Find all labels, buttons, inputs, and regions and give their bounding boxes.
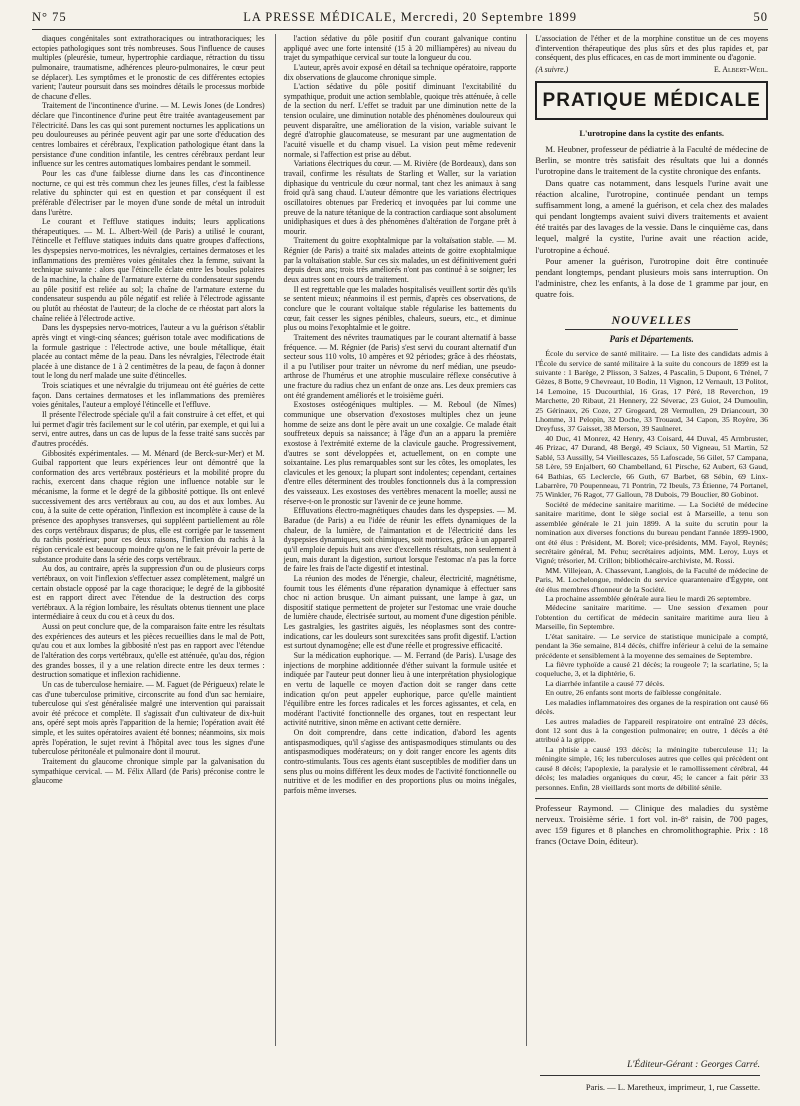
pratique-paragraph: Dans quatre cas notamment, dans lesquels l'urine avait une réaction alcaline, l'urotropine, continuée pendant un temps suffisamment long, a amené la guérison, et cela chez des malades qui pendant longtemps avaient suivi divers traitements et avaient été traités par des lavages de la vessie. Dans le cinquième cas, dans lequel, malgré la cystite, l'urine avait une réaction acide, l'urotropine a échoué.: [535, 177, 769, 255]
signature: [535, 65, 768, 75]
news-paragraph: Les maladies inflammatoires des organes de la respiration ont causé 66 décès.: [535, 697, 769, 717]
news-paragraph: Société de médecine sanitaire maritime. — La Société de médecine sanitaire maritime, dont le siège social est à Marseille, a tenu son assemblée générale le 21 juin 1899. A la suite du scrutin pour la nomination aux diverses fonctions du bureau pendant l'année 1899-1900, ont été élus : Président, M. Borel; vice-présidents, MM. Fayol, Reynès; secrétaire général, M. Pehu; secrétaires adjoints, MM. Leroy, Luys et Vigné; trésorier, M. Crillon; bibliothécaire-archiviste, M. Rossi.: [535, 499, 769, 566]
news-paragraph: Médecine sanitaire maritime. — Une session d'examen pour l'obtention du certificat de médecin sanitaire maritime aura lieu à Marseille, fin Septembre.: [535, 603, 769, 632]
signature-continue: (A suivre.): [535, 64, 569, 74]
paragraph: Il est regrettable que les malades hospitalisés veuillent sortir dès qu'ils se sentent mieux; néanmoins il est permis, d'après ces observations, de conclure que le courant voltaïque stable régularise les battements du cœur, fait cesser les signes pénibles, chaleurs, sueurs, etc., et diminue plus ou moins l'exophtalmie et le goitre.: [283, 284, 517, 333]
paragraph: L'action sédative du pôle positif diminuant l'excitabilité du sympathique, produit une action semblable, quoique très atténuée, à celle de la section du nerf. L'effet se traduit par une diminution nette de la tension oculaire, une diminution notable des phénomènes douloureux qui peuvent disparaître, une amélioration de la vision, variable suivant le degré d'atrophie glaucomateuse, se mesurant par une augmentation de l'acuité visuelle et du champ visuel. La vision peut même redevenir normale, si l'affection est prise au début.: [283, 82, 517, 159]
paragraph: Trois sciatiques et une névralgie du trijumeau ont été guéries de cette façon. Dans certaines dermatoses et les inflammations des premières voies génitales, l'auteur a employé l'étincelle et l'effluve.: [32, 381, 265, 410]
paragraph: On doit comprendre, dans cette indication, d'abord les agents antispasmodiques, qu'il s'agisse des antispasmodiques stimulants ou des antispasmodiques modérateurs; on y doit ranger encore les agents dits contro-stimulants. Tous ces agents étant susceptibles de modifier dans un sens plus ou moins différent les deux modes de l'activité fonctionnelle ou nutritive et de les modifier en des proportions plus ou moins inégales, parfois même inverses.: [283, 728, 517, 795]
signature-author: E. Albert-Weil.: [713, 64, 769, 74]
paragraph: Effluvations électro-magnétiques chaudes dans les dyspepsies. — M. Baradue (de Paris) a eu l'idée de réunir les effets dynamiques de la chaleur, de la lumière, de l'aimantation et de l'électricité dans les dyspepsies dynamiques, soit chimiques, soit motrices, grâce à un appareil qu'il emploie depuis huit ans avec d'excellents résultats, non seulement à jeun, mais durant la digestion, surtout lorsque l'estomac n'a pas la force de faire les frais de l'acte digestif et intestinal.: [283, 506, 517, 574]
issue-number: N° 75: [32, 9, 67, 24]
paragraph: diaques congénitales sont extrathoraciques ou intrathoraciques; les ectopies pathologiques sont très nombreuses. Sous l'influence de causes multiples (pleurésie, tumeur, hypertrophie cardiaque, rétraction du tissu pulmonaire, traumatisme, adhérences pleuro-pulmonaires, le cœur peut se déplacer). Les symptômes et le pronostic de ces différentes ectopies varient; l'auteur poursuit dans ses moindres détails le processus morbide de chacune d'elles.: [32, 34, 265, 101]
page-header: [32, 6, 768, 28]
nouvelles-body: [535, 349, 768, 792]
pratique-body: [535, 144, 768, 300]
paragraph: Le courant et l'effluve statiques induits; leurs applications thérapeutiques. — M. L. Albert-Weil (de Paris) a utilisé le courant, l'étincelle et l'effluve statiques induits dans quatre groupes d'affections, les dyspepsies nervo-motrices, les névralgies, certaines dermatoses et les inflammations des premières voies génitales chez la femme, suivant la technique suivante : alors que l'étincelle éclate entre les boules polaires de la machine, la chaîne de l'armature externe du condensateur suspendu au pôle positif est reliée au sol; la chaîne de l'armature externe du condensateur suspendu au pôle négatif est reliée à l'électrode agissante ou plutôt au rhéostat de l'auteur; de la cloche de ce rhéostat part alors la chaîne reliée à l'électrode active.: [32, 217, 265, 323]
news-paragraph: En outre, 26 enfants sont morts de faiblesse congénitale.: [545, 688, 722, 698]
news-paragraph: La fièvre typhoïde a causé 21 décès; la rougeole 7; la scarlatine, 5; la coqueluche, 3, et la diphtérie, 6.: [535, 660, 769, 679]
region-heading: Paris et Départements.: [609, 334, 694, 345]
column-1: [32, 34, 265, 1046]
paragraph: Traitement de l'incontinence d'urine. — M. Lewis Jones (de Londres) déclare que l'incontinence d'urine peut être traitée avantageusement par l'électricité. Dans les cas qui sont purement nocturnes les applications un peu douloureuses au périnée peuvent agir par une sorte d'éducation des centres lombaires et cérébraux, l'explication pathologique étant dans la persistance d'une condition infantile, les centres cérébraux perdant leur influence sur les centres automatiques lombaires pendant le sommeil.: [32, 101, 265, 169]
paragraph: Traitement du glaucome chronique simple par la galvanisation du sympathique cervical. — M. Félix Allard (de Paris) préconise contre le glaucome: [32, 757, 265, 786]
paragraph: l'action sédative du pôle positif d'un courant galvanique continu appliqué avec une forte intensité (15 à 20 milliampères) au niveau du trajet du sympathique cervical sur toute la longueur du cou.: [283, 34, 517, 63]
col3-intro: L'association de l'éther et de la morphine constitue un de ces moyens d'intervention thérapeutique des plus sûrs et des plus rapides et, par conséquent, des plus efficaces, en cas de mort imminente ou d'agonie.: [535, 34, 769, 63]
news-paragraph: La diarrhée infantile a causé 77 décès.: [545, 678, 665, 688]
paragraph: Au dos, au contraire, après la suppression d'un ou de plusieurs corps vertébraux, on voit l'inflexion s'effectuer assez complètement, malgré un certain obstacle opposé par la cage thoracique; le degré de la gibbosité est en rapport direct avec l'étendue de la destruction des corps vertébraux. A la région lombaire, les résultats obtenus tiennent une place intermédiaire à ceux du cou et à ceux du dos.: [32, 564, 265, 622]
page-number: 50: [753, 9, 768, 24]
paragraph: Exostoses ostéogéniques multiples. — M. Reboul (de Nîmes) communique une observation d'exostoses multiples chez un jeune homme de seize ans dont le père avait un une coxalgie. Ce malade était souffreteux depuis sa naissance; à l'âge d'un an a apparu la première exostose à l'extrémité externe de la clavicule gauche. Progressivement, d'autres se sont développées et, actuellement, on en compte une soixantaine. Les plus remarquables sont sur les côtes, les omoplates, les clavicules et les genoux; la plupart sont indolentes; cependant, certaines d'entre elles déterminent des troubles fonctionnels dus à la compression des vaisseaux. Les exostoses des vertèbres menacent la moelle; aussi ne réserve-t-on le pronostic sur l'avenir de ce jeune homme.: [283, 400, 517, 506]
news-paragraph: Les autres maladies de l'appareil respiratoire ont entraîné 23 décès, dont 12 sont dus à la congestion pulmonaire; en outre, 1 décès a été attribué à la grippe.: [535, 716, 769, 745]
ad-rule: [535, 798, 768, 799]
paragraph: Aussi on peut conclure que, de la comparaison faite entre les résultats des expériences des auteurs et les pièces recueillies dans le mal de Pott, qu'au cou et aux lombes la gibbosité n'est pas en rapport avec l'étendue de l'altération des corps vertébraux, qu'elle est atténuée, qu'au dos, région des grandes bosses, il y a une relation directe entre les deux termes : destruction somatique et inflexion rachidienne.: [32, 622, 265, 680]
news-paragraph: La phtisie a causé 193 décès; la méningite tuberculeuse 11; la méningite simple, 16; les tuberculoses autres que celles qui précèdent ont causé 8 décès; l'apoplexie, la paralysie et le ramollissement cérébral, 44 décès; les maladies organiques du cœur, 45; le cancer a fait périr 33 personnes. Enfin, 28 vieillards sont morts de débilité sénile.: [535, 744, 769, 792]
article-subtitle: L'urotropine dans la cystite des enfants.: [579, 127, 725, 138]
section-title-pratique: PRATIQUE MÉDICALE: [535, 81, 768, 120]
printer-line: Paris. — L. Maretheux, imprimeur, 1, rue Cassette.: [585, 1082, 760, 1092]
column-2: [275, 34, 517, 1046]
pratique-paragraph: M. Heubner, professeur de pédiatrie à la Faculté de médecine de Berlin, se montre très satisfait des résultats que lui a donnés l'urotropine dans le traitement de la cystite chronique des enfants.: [535, 144, 769, 177]
news-paragraph: 40 Duc, 41 Monrez, 42 Henry, 43 Coisard, 44 Duval, 45 Armbruster, 46 Prizac, 47 Durand, 48 Bergé, 49 Sciaux, 50 Vigneau, 51 Martin, 52 Sablé, 53 Aussilly, 54 Vieillescazes, 55 Lafoscade, 56 Gilet, 57 Campana, 58 Lère, 59 Enjalbert, 60 Chambelland, 61 Pirsche, 62 Aubert, 63 Gaud, 64 Bathias, 65 Leclercle, 66 Guth, 67 Barbet, 68 Sébin, 69 Linx-Labarrère, 70 Poupenneau, 71 Pontrin, 72 Ibeuls, 73 Étienne, 74 Portanel, 75 Winkler, 76 Ragot, 77 Galloun, 78 Dubois, 79 Bouclier, 80 Gobinot.: [535, 433, 769, 500]
nouvelles-rule: [565, 329, 738, 330]
paragraph: Un cas de tuberculose herniaire. — M. Faguet (de Périgueux) relate le cas d'une tuberculose primitive, circonscrite au fond d'un sac herniaire, tuberculose qui s'est généralisée malgré une intervention qui paraissait avoir été précoce et complète. Il s'agissait d'un cultivateur de dix-huit ans, opéré sept mois après l'apparition de la hernie; l'opération avait été simple, et les suites opératoires avaient été bonnes; néanmoins, six mois après l'opération, le sujet revint à l'hôpital avec tous les signes d'une tuberculose péritonéale et pulmonaire dont il mourut.: [32, 679, 265, 757]
paragraph: Traitement des névrites traumatiques par le courant alternatif à basse fréquence. — M. Régnier (de Paris) s'est servi du courant alternatif d'un secteur sous 110 volts, 10 ampères et 92 périodes; grâce à des rhéostats, il a pu l'utiliser pour traiter un névrome du nerf médian, une pseudo-arthrose de l'humérus et une atrophie musculaire réflexe consécutive à une fracture du radius chez un enfant de onze ans. Les deux premiers cas ont été grandement améliorés et le troisième guéri.: [283, 332, 517, 400]
editor-line: L'Éditeur-Gérant : Georges Carré.: [627, 1060, 760, 1070]
news-paragraph: École du service de santé militaire. — La liste des candidats admis à l'École du service de santé militaire à la suite du concours de 1899 est la suivante : 1 Barège, 2 Plisson, 3 Salzes, 4 Pascalin, 5 Dupont, 6 Trénel, 7 Gèzes, 8 Botte, 9 Chevreaut, 10 Bodin, 11 Vignon, 12 Vernault, 13 Politot, 14 Lemoine, 15 Ducourthial, 16 Gras, 17 Péré, 18 Reverchon, 19 Marchette, 20 Ribaut, 21 Hennery, 22 Séverac, 23 Guiot, 24 Dumoulin, 25 Gérinaux, 26 Coze, 27 Grogeard, 28 Vermullen, 29 Driancourt, 30 Lhomme, 31 Pelopin, 32 Doche, 33 Trouaud, 34 Capon, 35 Royère, 36 Dreyfuss, 37 Gaisset, 38 Merson, 39 Saulneret.: [535, 349, 769, 434]
paragraph: Il présente l'électrode spéciale qu'il a fait construire à cet effet, et qui lui permet d'agir très facilement sur le col utérin, par exemple, et qui lui a servi, entre autres, dans un cas de lupus de la fesse traité sans succès par d'autres procédés.: [32, 409, 265, 448]
news-paragraph: L'état sanitaire. — Le service de statistique municipale a compté, pendant la 36e semaine, 814 décès, chiffre inférieur à celui de la semaine précédente et sensiblement à la moyenne des semaines de Septembre.: [535, 631, 769, 660]
printer-rule: [540, 1075, 760, 1076]
paragraph: Dans les dyspepsies nervo-motrices, l'auteur a vu la guérison s'établir après vingt et vingt-cinq séances; guérison totale avec modifications de la formule gastrique : l'électrode active, une boule métallique, était placée au contact même de la peau. Dans les névralgies, l'électrode était placée à une distance de 1 à 2 centimètres de la peau, de façon à donner tout le long du nerf malade une suite d'étincelles.: [32, 323, 265, 381]
column-3: [526, 34, 768, 1046]
news-paragraph: La prochaine assemblée générale aura lieu le mardi 26 septembre.: [545, 594, 751, 604]
paragraph: Traitement du goitre exophtalmique par la voltaïsation stable. — M. Régnier (de Paris) a traité six malades atteints de goitre exophtalmique par la voltaïsation stable. Sur ces six malades, un est définitivement guéri depuis deux ans; trois très améliorés n'ont pas continué à se soigner; les deux autres sont en cours de traitement.: [283, 236, 517, 285]
paragraph: L'auteur, après avoir exposé en détail sa technique opératoire, rapporte dix observations de glaucome chronique simple.: [283, 62, 517, 82]
columns: [32, 34, 768, 1046]
header-rule: [32, 29, 768, 30]
pratique-paragraph: Pour amener la guérison, l'urotropine doit être continuée pendant longtemps, pendant plusieurs mois sans interruption. On l'administre, chez les enfants, à la dose de 1 gramme par jour, en quatre fois.: [535, 255, 769, 300]
news-paragraph: MM. Villejean, A. Chassevant, Langlois, de la Faculté de médecine de Paris, M. Lochelongue, médecin du service quarantenaire d'Égypte, ont été élus membres d'honneur de la Société.: [535, 565, 769, 594]
paragraph: Pour les cas d'une faiblesse diurne dans les cas d'incontinence nocturne, ce qui est très commun chez les jeunes filles, c'est la faiblesse relative du sphincter qui est en question et par conséquent il est préférable d'électriser par le moyen d'une sonde de métal un introduit dans l'urètre.: [32, 168, 265, 217]
advertisement: Professeur Raymond. — Clinique des maladies du système nerveux. Troisième série. 1 fort vol. in-8° raisin, de 700 pages, avec 159 figures et 8 planches en chromolithographie. Prix : 18 francs (Octave Doin, éditeur).: [535, 802, 769, 847]
paragraph: Variations électriques du cœur. — M. Rivière (de Bordeaux), dans son travail, confirme les résultats de Starling et Waller, sur la variation diphasique du ventricule du cœur normal, tant chez les animaux à sang froid qu'à sang chaud. L'auteur démontre que les variations électriques oscillatoires obtenues par Fredericq et invoquées par lui comme une preuve de la nature tétanique de la contraction cardiaque sont absolument unidiphasiques et dues à des phénomènes d'altération de l'organe prêt à mourir.: [283, 159, 517, 236]
paragraph: La réunion des modes de l'énergie, chaleur, électricité, magnétisme, fournit tous les éléments d'une réparation dynamique à effectuer sans choc ni action brusque. Un aimant puissant, une lampe à gaz, un dispositif statique permettent de projeter sur l'estomac une vraie douche de lumière chaude, électrisée surtout, au moment d'une digestion pénible. Les gastralgies, les gastrites aiguës, les néoplasmes sont des contre-indications, car les douleurs sont surexcitées sans profit digestif. L'action est surtout dynamogène; elle est d'une réelle et progressive efficacité.: [283, 573, 517, 651]
section-title-nouvelles: NOUVELLES: [611, 312, 692, 327]
journal-title: LA PRESSE MÉDICALE, Mercredi, 20 Septembre 1899: [243, 9, 577, 24]
paragraph: Gibbosités expérimentales. — M. Ménard (de Berck-sur-Mer) et M. Guibal rapportent que leurs expériences leur ont démontré que la conformation des arcs vertébraux postérieurs et la mobilité propre du rachis, exercent dans chaque région une influence notable sur le mécanisme, la forme et le degré de la gibbosité pottique. Ils ont enlevé successivement des arcs vertébraux au cou, au dos et aux lombes. Au cou, à la suite de cette opération, l'inflexion est incomplète à cause de la présence des apophyses transverses, qui suppléent partiellement au rôle des corps vertébraux disparus; de plus, elle est corrigée par le tassement du rachis postérieur; pour ces deux raisons, l'inflexion du rachis à la région cervicale est beaucoup moindre qu'on ne le fait prévoir la perte de substance produite dans la série des corps vertébraux.: [32, 448, 265, 564]
paragraph: Sur la médication euphorique. — M. Ferrand (de Paris). L'usage des injections de morphine additionnée d'éther suivant la formule usitée et indiquée par l'auteur peut donner lieu à une interprétation physiologique en vertu de laquelle ce moyen d'action doit se ranger dans cette indication qu'on peut appeler euphorique, parce qu'elle maintient l'équilibre entre les forces radicales et les forces agissantes, et cela, en modérant l'activité fonctionnelle des organes, tout en respectant leur activité nutritive, sinon même en activant cette dernière.: [283, 651, 517, 728]
